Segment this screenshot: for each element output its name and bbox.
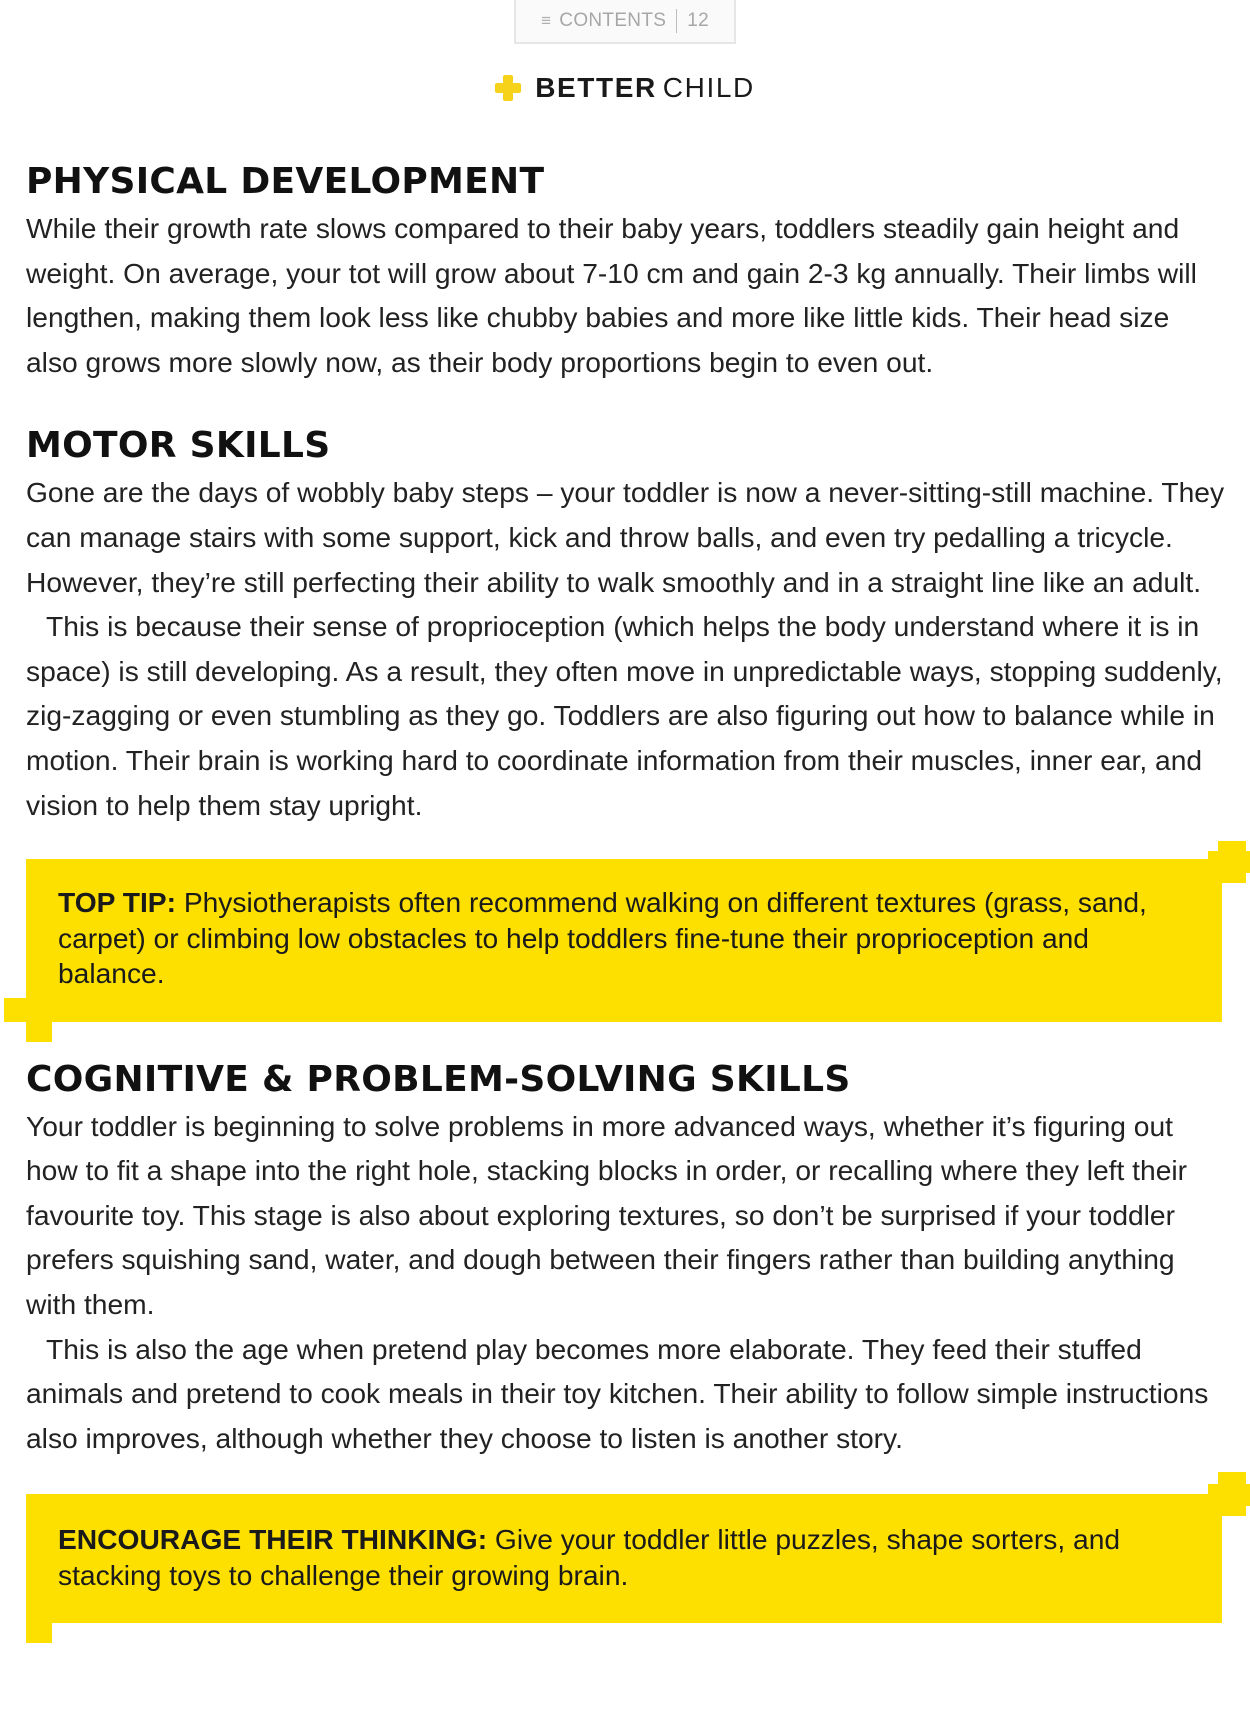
section-heading: COGNITIVE & PROBLEM-SOLVING SKILLS [26, 1058, 851, 1100]
divider [676, 9, 677, 33]
brand-bold: BETTER [535, 72, 657, 103]
top-tip-box [26, 859, 1222, 1022]
article-body [26, 160, 1226, 1623]
corner-decoration [1208, 1484, 1250, 1506]
paragraph: This is because their sense of proprioception (which helps the body understand where it is in space) is still developing. As a result, they often move in unpredictable ways, stopping suddenly, zig-zagging or even stumbling as they go. Toddlers are also figuring out how to balance while in motion. Their brain is working hard to coordinate information from their muscles, inner ear, and vision to help them stay upright. [26, 610, 1223, 821]
paragraph: Your toddler is beginning to solve problems in more advanced ways, whether it’s figuring out how to fit a shape into the right hole, stacking blocks in order, or recalling where they left their favourite toy. This stage is also about exploring textures, so don’t be surprised if your toddler prefers squishing sand, water, and dough between their fingers rather than building anything with them. [26, 1109, 1188, 1320]
plus-icon [495, 75, 521, 101]
tip-body: Give your toddler little puzzles, shape sorters, and stacking toys to challenge their growing brain. [58, 1523, 1121, 1591]
paragraph: Gone are the days of wobbly baby steps – your toddler is now a never-sitting-still machine. They can manage stairs with some support, kick and throw balls, and even try pedalling a tricycle. However, they’re still perfecting their ability to walk smoothly and in a straight line like an adult. [26, 476, 1225, 598]
corner-decoration [26, 1599, 52, 1643]
paragraph: While their growth rate slows compared to their baby years, toddlers steadily gain height and weight. On average, your tot will grow about 7-10 cm and gain 2-3 kg annually. Their limbs will lengthen, making them look less like chubby babies and more like little kids. Their head size also grows more slowly now, as their body proportions begin to even out. [26, 212, 1197, 378]
brand-light: CHILD [662, 72, 755, 103]
section-heading: PHYSICAL DEVELOPMENT [26, 161, 545, 202]
contents-label: CONTENTS [559, 10, 667, 31]
section-physical [26, 160, 1226, 384]
tip-text [58, 1522, 1162, 1593]
corner-decoration [26, 998, 52, 1042]
contents-button[interactable] [514, 0, 736, 44]
paragraph: This is also the age when pretend play becomes more elaborate. They feed their stuffed animals and pretend to cook meals in their toy kitchen. Their ability to follow simple instructions also improves, although whether they choose to listen is another story. [26, 1332, 1209, 1454]
corner-decoration [1208, 851, 1250, 873]
tip-label: TOP TIP: [58, 886, 176, 919]
section-cognitive [26, 1058, 1226, 1461]
tip-body: Physiotherapists often recommend walking on different textures (grass, sand, carpet) or climbing low obstacles to help toddlers fine-tune their proprioception and balance. [58, 886, 1147, 990]
page-number: 12 [687, 10, 709, 31]
encourage-tip-box [26, 1494, 1222, 1623]
tip-label: ENCOURAGE THEIR THINKING: [58, 1523, 488, 1556]
brand-logo [0, 72, 1250, 104]
section-motor [26, 424, 1226, 827]
tip-text [58, 885, 1162, 992]
section-heading: MOTOR SKILLS [26, 425, 331, 467]
menu-icon: ≡ [541, 11, 552, 30]
